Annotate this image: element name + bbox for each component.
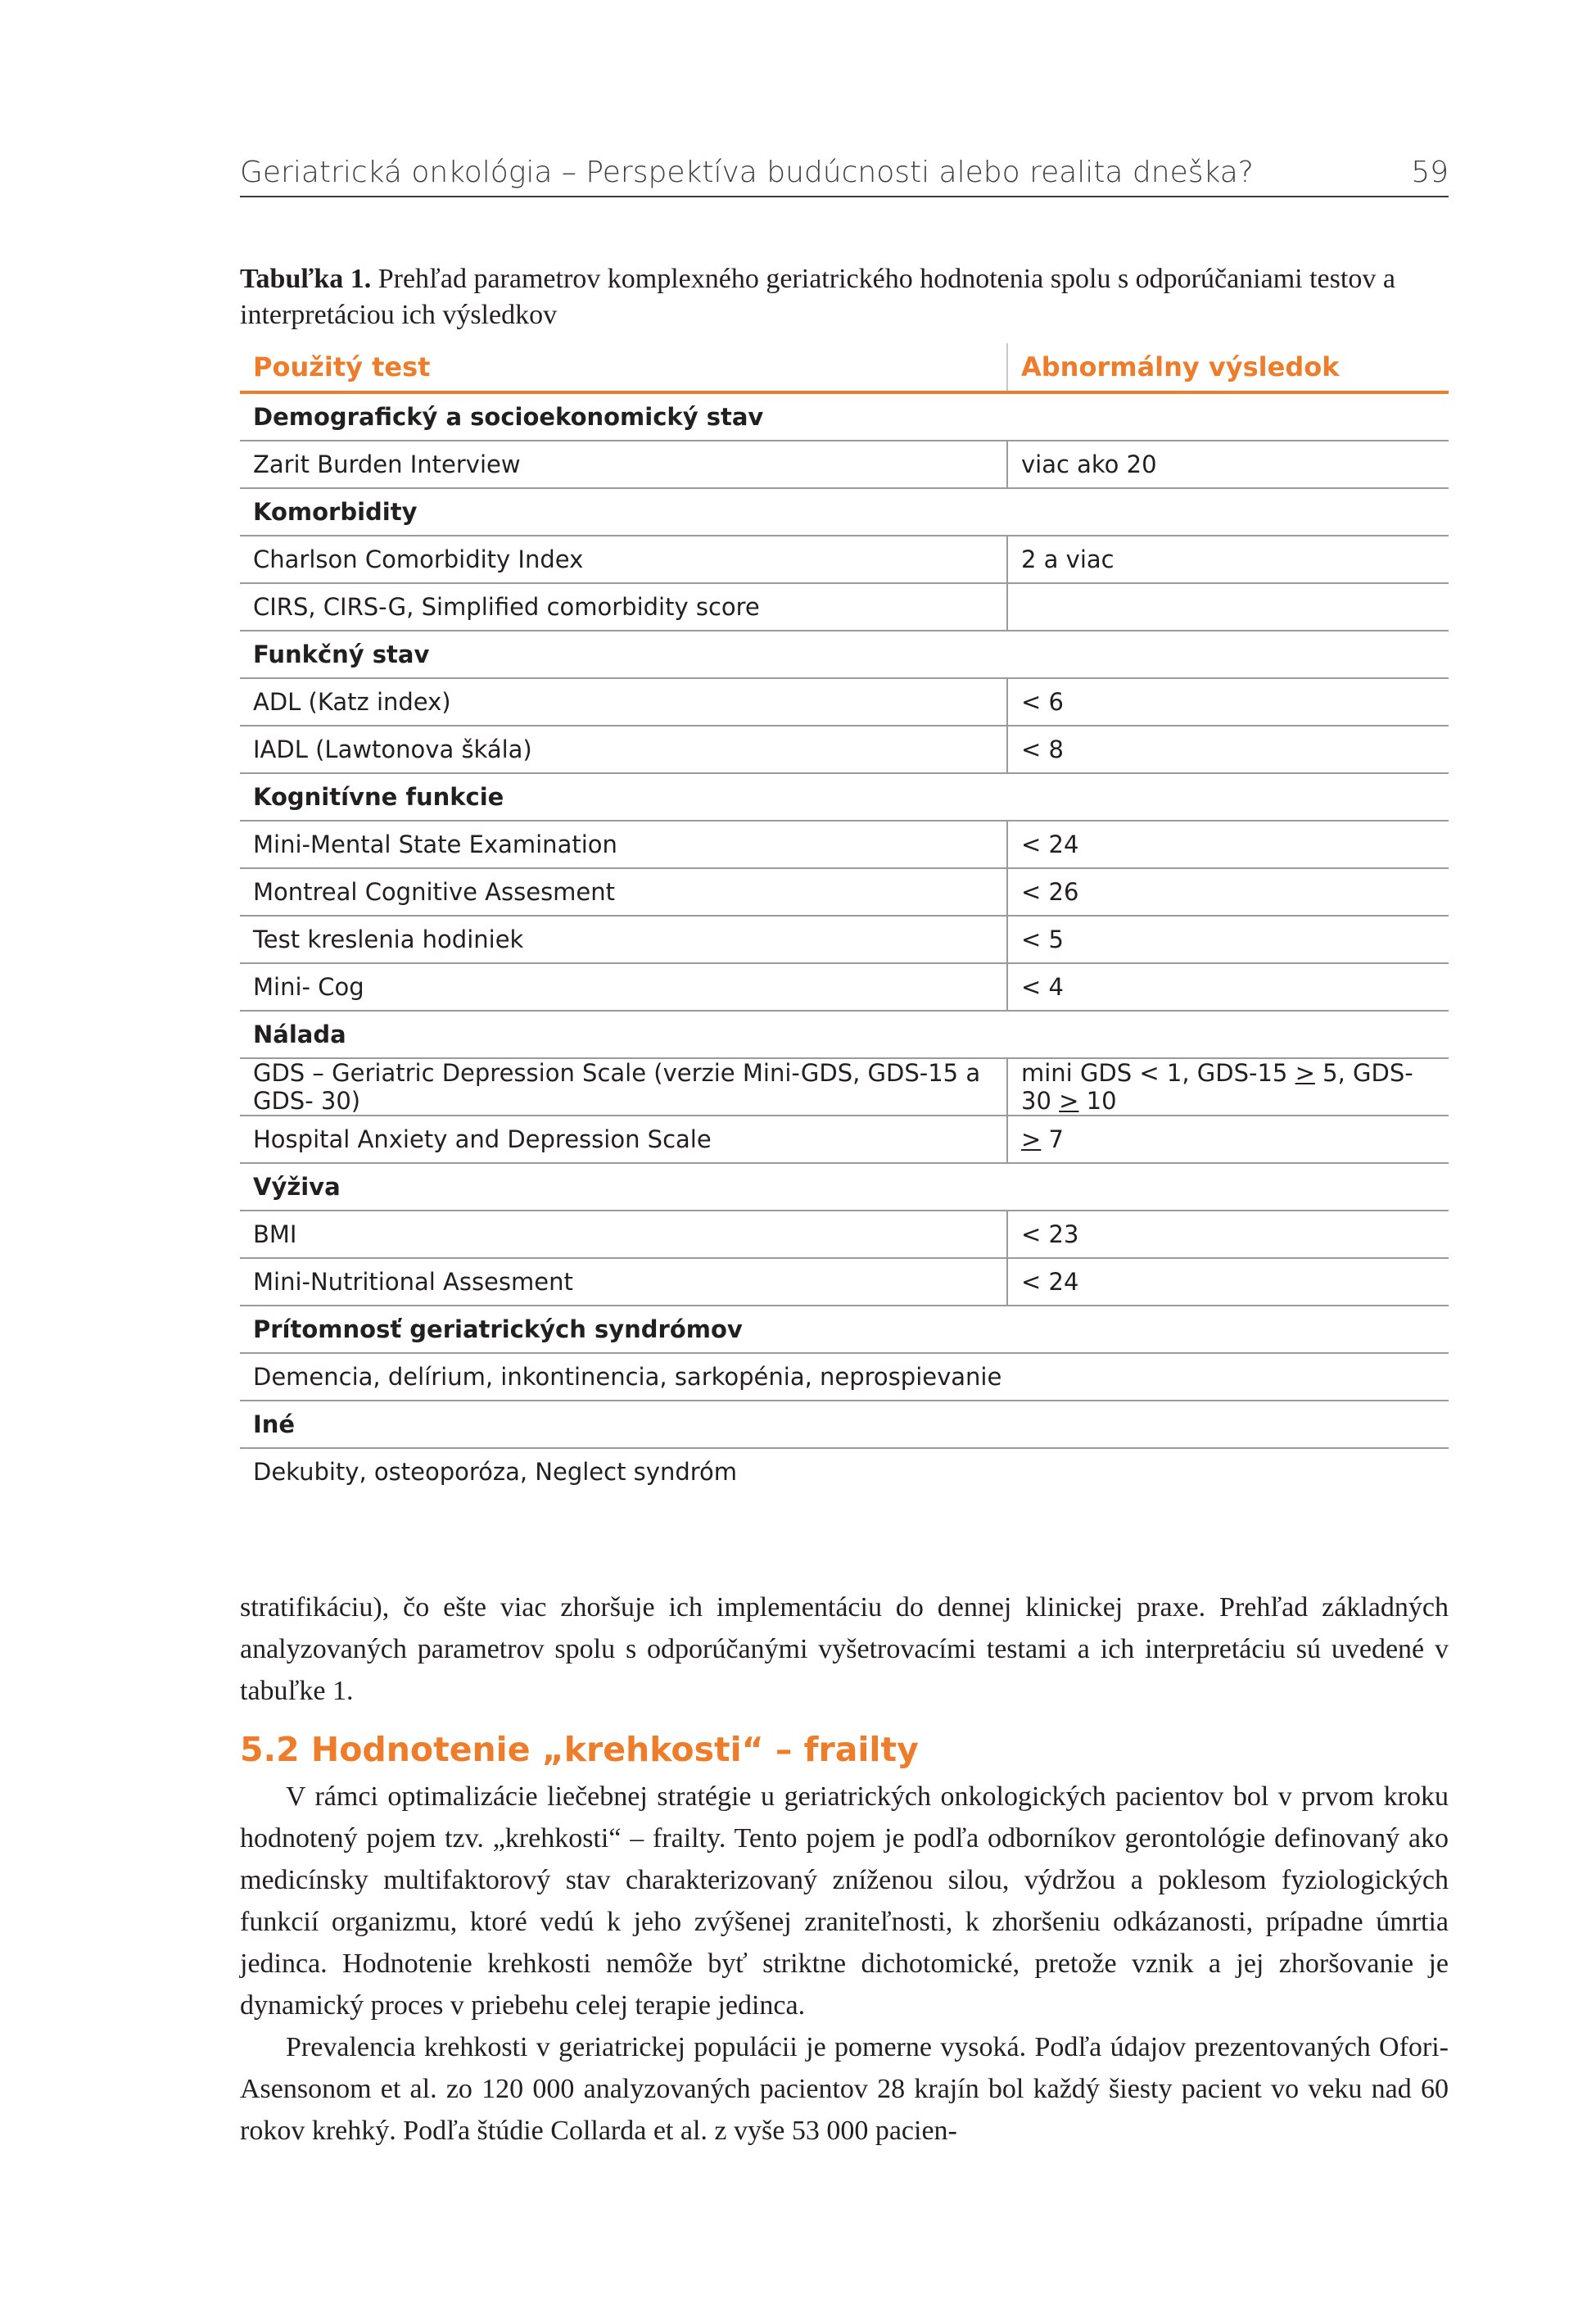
abnormal-result: 2 a viac: [1007, 536, 1449, 583]
table-row: [240, 821, 1449, 868]
table-row: [240, 1353, 1449, 1401]
result-fragment: mini GDS < 1, GDS-15: [1021, 1059, 1295, 1087]
table-category-row: [240, 1011, 1449, 1058]
test-name: GDS – Geriatric Depression Scale (verzie Mini-GDS, GDS-15 a GDS- 30): [240, 1058, 1007, 1116]
table-category-row: [240, 488, 1449, 536]
page-number: 59: [1411, 156, 1449, 189]
table-row: [240, 441, 1449, 488]
table-row: [240, 916, 1449, 963]
table-row: [240, 963, 1449, 1011]
table-category-row: [240, 1306, 1449, 1353]
section-heading: 5.2 Hodnotenie „krehkosti“ – frailty: [240, 1730, 919, 1769]
test-name: Zarit Burden Interview: [240, 441, 1007, 488]
table-body: [240, 392, 1449, 1495]
paragraph: Prevalencia krehkosti v geriatrickej populácii je pomerne vysoká. Podľa údajov prezentovaných Ofori-Asensonom et al. zo 120 000 analyzovaných pacientov 28 krajín bol každý šiesty pacient vo veku nad 60 rokov krehký. Podľa štúdie Collarda et al. z vyše 53 000 pacien-: [240, 2032, 1449, 2146]
running-header-title: Geriatrická onkológia – Perspektíva budúcnosti alebo realita dneška?: [240, 156, 1254, 189]
category-label: Komorbidity: [240, 488, 1449, 536]
abnormal-result: < 24: [1007, 821, 1449, 868]
abnormal-result: [1007, 583, 1449, 631]
category-label: Nálada: [240, 1011, 1449, 1058]
running-header: [240, 156, 1449, 197]
test-name: Montreal Cognitive Assesment: [240, 868, 1007, 916]
table-category-row: [240, 773, 1449, 821]
abnormal-result: < 6: [1007, 678, 1449, 726]
result-fragment: 7: [1041, 1125, 1064, 1153]
category-label: Kognitívne funkcie: [240, 773, 1449, 821]
table-row: [240, 1211, 1449, 1258]
result-fragment: 10: [1078, 1087, 1117, 1115]
table-row: [240, 726, 1449, 773]
test-name: CIRS, CIRS-G, Simplified comorbidity score: [240, 583, 1007, 631]
table-row: [240, 1448, 1449, 1495]
result-fragment: 5, GDS-30: [1021, 1059, 1413, 1115]
result-fragment: >: [1021, 1125, 1042, 1153]
table-row: [240, 1116, 1449, 1163]
test-name: Charlson Comorbidity Index: [240, 536, 1007, 583]
abnormal-result: < 5: [1007, 916, 1449, 963]
paragraph: V rámci optimalizácie liečebnej stratégie u geriatrických onkologických pacientov bol v prvom kroku hodnotený pojem tzv. „krehkosti“ – frailty. Tento pojem je podľa odborníkov gerontológie definovaný ako medicínsky multifaktorový stav charakterizovaný zníženou silou, výdržou a poklesom fyziologických funkcií organizmu, ktoré vedú k jeho zvýšenej zraniteľnosti, k zhoršeniu odkázanosti, prípadne úmrtia jedinca. Hodnotenie krehkosti nemôže byť striktne dichotomické, pretože vznik a jej zhoršovanie je dynamický proces v priebehu celej terapie jedinca.: [240, 1781, 1449, 2021]
test-name: Demencia, delírium, inkontinencia, sarkopénia, neprospievanie: [240, 1353, 1449, 1401]
table-category-row: [240, 1401, 1449, 1448]
test-name: Mini- Cog: [240, 963, 1007, 1011]
abnormal-result: < 4: [1007, 963, 1449, 1011]
abnormal-result: [1007, 1058, 1449, 1116]
table-header-row: [240, 343, 1449, 392]
test-name: Mini-Mental State Examination: [240, 821, 1007, 868]
category-label: Prítomnosť geriatrických syndrómov: [240, 1306, 1449, 1353]
body-text: [240, 1586, 1449, 2152]
test-name: Dekubity, osteoporóza, Neglect syndróm: [253, 1458, 738, 1486]
table-row: [240, 1258, 1449, 1306]
table-category-row: [240, 1163, 1449, 1211]
column-header-test: Použitý test: [240, 343, 1007, 392]
test-name: Test kreslenia hodiniek: [240, 916, 1007, 963]
test-name: ADL (Katz index): [240, 678, 1007, 726]
abnormal-result: < 8: [1007, 726, 1449, 773]
abnormal-result: < 23: [1007, 1211, 1449, 1258]
table-row: [240, 536, 1449, 583]
test-name: Hospital Anxiety and Depression Scale: [240, 1116, 1007, 1163]
test-name: BMI: [240, 1211, 1007, 1258]
category-label: Demografický a socioekonomický stav: [240, 392, 1449, 441]
abnormal-result: < 26: [1007, 868, 1449, 916]
table-category-row: [240, 631, 1449, 678]
table-row: [240, 868, 1449, 916]
category-label: Funkčný stav: [240, 631, 1449, 678]
table-category-row: [240, 392, 1449, 441]
test-name: Mini-Nutritional Assesment: [240, 1258, 1007, 1306]
result-fragment: >: [1295, 1059, 1315, 1087]
test-name: IADL (Lawtonova škála): [240, 726, 1007, 773]
table-row: [240, 583, 1449, 631]
column-header-result: Abnormálny výsledok: [1007, 343, 1449, 392]
table-caption-text: Prehľad parametrov komplexného geriatrického hodnotenia spolu s odporúčaniami testov a interpretáciou ich výsledkov: [240, 264, 1395, 330]
category-label: Iné: [240, 1401, 1449, 1448]
abnormal-result: < 24: [1007, 1258, 1449, 1306]
document-page: [240, 156, 1449, 2152]
paragraph: stratifikáciu), čo ešte viac zhoršuje ich implementáciu do dennej klinickej praxe. Prehľad základných analyzovaných parametrov spolu s odporúčanými vyšetrovacími testami a ich interpretáciu sú uvedené v tabuľke 1.: [240, 1592, 1449, 1706]
category-label: Výživa: [240, 1163, 1449, 1211]
table-caption-label: Tabuľka 1.: [240, 264, 372, 294]
table-row: [240, 1058, 1449, 1116]
abnormal-result: viac ako 20: [1007, 441, 1449, 488]
assessment-table: [240, 343, 1449, 1495]
abnormal-result: [1007, 1116, 1449, 1163]
result-fragment: >: [1059, 1087, 1079, 1115]
table-caption: [240, 261, 1449, 333]
table-row: [240, 678, 1449, 726]
